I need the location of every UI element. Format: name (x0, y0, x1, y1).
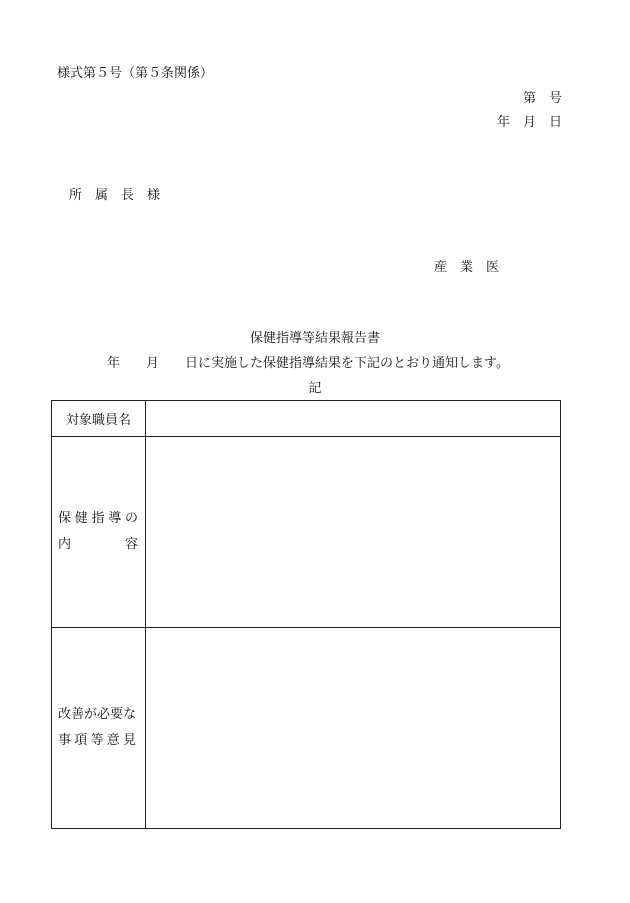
label-target-employee (52, 401, 146, 437)
intro-month: 月 (146, 356, 160, 371)
document-date: 年 月 日 (496, 115, 562, 130)
label-char: な (123, 707, 137, 722)
table-row (52, 437, 561, 628)
label-char: 導 (108, 511, 122, 526)
intro-text: 日に実施した保健指導結果を下記のとおり通知します。 (185, 356, 509, 371)
label-char: 意 (106, 733, 120, 748)
label-char: の (124, 511, 138, 526)
label-guidance-content (52, 437, 146, 628)
label-line-1 (58, 702, 136, 728)
table-row (52, 628, 561, 829)
label-guidance-content-text (52, 506, 145, 558)
label-char: 事 (58, 733, 72, 748)
label-improvement-opinion-text (52, 702, 145, 754)
label-improvement-opinion (52, 628, 146, 829)
form-number: 様式第５号（第５条関係） (57, 66, 214, 81)
report-table (51, 400, 561, 829)
recipient: 所 属 長 様 (69, 188, 161, 203)
intro-sentence (107, 356, 509, 372)
label-line-1 (58, 506, 138, 532)
field-target-employee[interactable] (146, 401, 561, 437)
table-row (52, 401, 561, 437)
ki-heading: 記 (308, 381, 322, 396)
label-line-2 (58, 532, 138, 558)
label-char: 指 (91, 511, 105, 526)
label-char: 項 (74, 733, 88, 748)
label-char: 容 (124, 537, 138, 552)
label-char: 内 (58, 537, 72, 552)
intro-year: 年 (107, 356, 121, 371)
label-char: 健 (74, 511, 88, 526)
label-char: 保 (58, 511, 72, 526)
sender: 産 業 医 (434, 260, 500, 275)
label-char: 改 (58, 707, 72, 722)
document-title: 保健指導等結果報告書 (249, 331, 380, 346)
label-char: 等 (90, 733, 104, 748)
label-char: 要 (110, 707, 124, 722)
field-guidance-content[interactable] (146, 437, 561, 628)
document-number: 第 号 (522, 91, 562, 106)
label-target-employee-text: 対象職員名 (66, 413, 132, 428)
label-char: 見 (122, 733, 136, 748)
field-improvement-opinion[interactable] (146, 628, 561, 829)
label-char: が (84, 707, 98, 722)
label-char: 善 (71, 707, 85, 722)
label-line-2 (58, 728, 136, 754)
label-char: 必 (97, 707, 111, 722)
